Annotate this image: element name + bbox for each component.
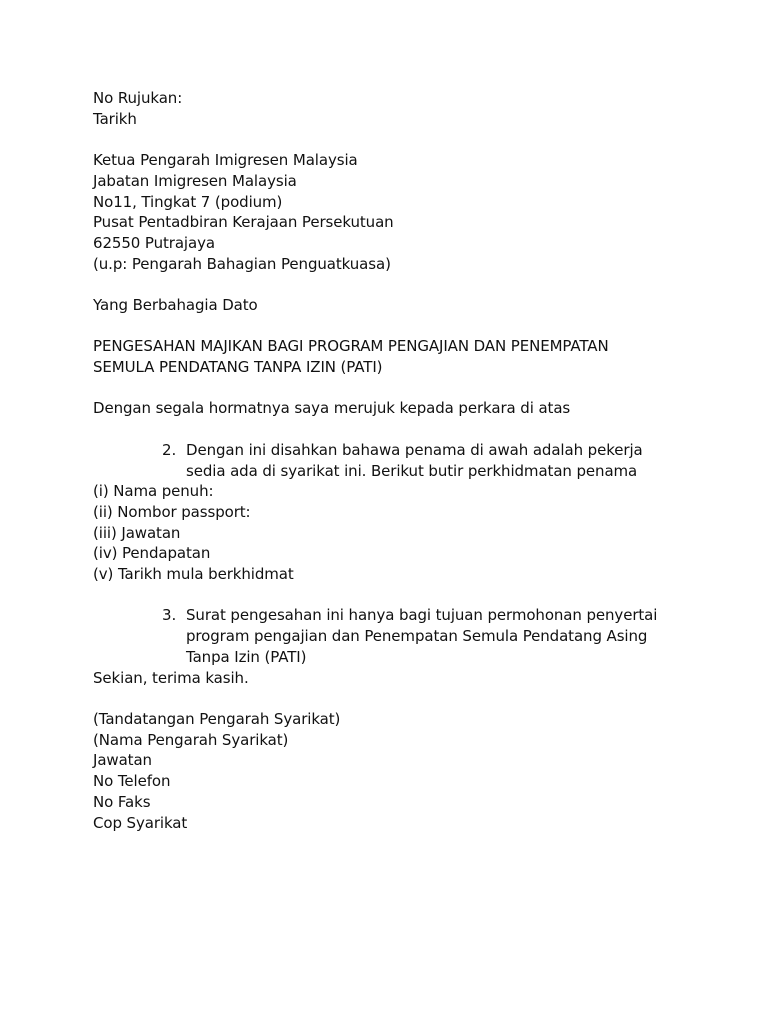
closing-remark: Sekian, terima kasih. [93, 668, 249, 687]
spacer [93, 316, 693, 337]
recipient-line: (u.p: Pengarah Bahagian Penguatkuasa) [93, 254, 391, 273]
signature-line: No Faks [93, 792, 151, 811]
signature-line: Cop Syarikat [93, 813, 188, 832]
spacer [93, 419, 693, 440]
paragraph-line: sedia ada di syarikat ini. Berikut butir perkhidmatan penama [186, 461, 638, 480]
detail-item: (i) Nama penuh: [93, 482, 214, 501]
recipient-line: Jabatan Imigresen Malaysia [93, 171, 297, 190]
paragraph-2 [93, 440, 693, 481]
subject-line: SEMULA PENDATANG TANPA IZIN (PATI) [93, 358, 383, 377]
signature-line: (Nama Pengarah Syarikat) [93, 730, 289, 749]
signature-line: Jawatan [93, 751, 152, 770]
subject-line: PENGESAHAN MAJIKAN BAGI PROGRAM PENGAJIAN DAN PENEMPATAN [93, 337, 609, 356]
intro-paragraph: Dengan segala hormatnya saya merujuk kepada perkara di atas [93, 399, 571, 418]
paragraph-line: program pengajian dan Penempatan Semula Pendatang Asing [186, 627, 648, 646]
signature-line: (Tandatangan Pengarah Syarikat) [93, 709, 341, 728]
spacer [93, 129, 693, 150]
paragraph-line: Surat pengesahan ini hanya bagi tujuan permohonan penyertai [186, 606, 658, 625]
detail-item: (iii) Jawatan [93, 523, 181, 542]
employee-details-list [93, 481, 693, 585]
paragraph-line: Tanpa Izin (PATI) [186, 647, 307, 666]
recipient-line: 62550 Putrajaya [93, 233, 215, 252]
salutation: Yang Berbahagia Dato [93, 296, 258, 314]
paragraph-line: Dengan ini disahkan bahawa penama di awah adalah pekerja [186, 440, 643, 459]
signature-line: No Telefon [93, 772, 171, 791]
paragraph-number: 2. [162, 440, 177, 459]
spacer [93, 274, 693, 295]
recipient-line: Pusat Pentadbiran Kerajaan Persekutuan [93, 213, 394, 232]
recipient-address [93, 150, 693, 274]
paragraph-3 [93, 605, 693, 667]
subject-heading [93, 336, 693, 377]
detail-item: (iv) Pendapatan [93, 544, 211, 563]
signature-block [93, 709, 693, 833]
detail-item: (v) Tarikh mula berkhidmat [93, 565, 294, 584]
letter-body [93, 88, 693, 833]
paragraph-number: 3. [162, 606, 177, 625]
recipient-line: Ketua Pengarah Imigresen Malaysia [93, 151, 358, 170]
spacer [93, 585, 693, 606]
letter-date: Tarikh [93, 109, 137, 128]
detail-item: (ii) Nombor passport: [93, 502, 251, 521]
reference-number: No Rujukan: [93, 89, 183, 107]
recipient-line: No11, Tingkat 7 (podium) [93, 192, 283, 211]
spacer [93, 378, 693, 399]
spacer [93, 688, 693, 709]
